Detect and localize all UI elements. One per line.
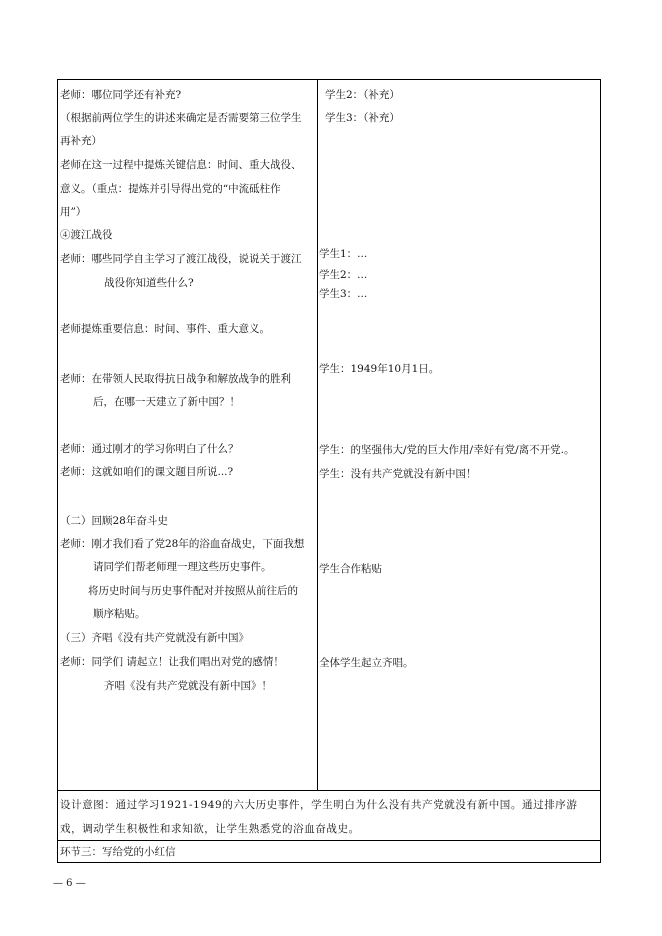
teacher-line: 老师：这就如咱们的课文题目所说...?: [60, 466, 234, 478]
teacher-line: 将历史时间与历史事件配对并按照从前往后的: [88, 585, 298, 597]
teacher-line: 用”）: [60, 206, 87, 218]
student-line: 学生合作粘贴: [319, 563, 382, 575]
teacher-line: 齐唱《没有共产党就没有新中国》！: [104, 680, 272, 692]
row-divider: [57, 840, 601, 841]
row-divider: [57, 790, 601, 791]
student-line: 学生：的坚强伟大/党的巨大作用/幸好有党/离不开党.。: [319, 444, 575, 456]
teacher-line: 顺序粘贴。: [93, 608, 146, 620]
teacher-line: 战役你知道些什么?: [104, 277, 194, 289]
teacher-line: 老师：通过刚才的学习你明白了什么？: [60, 443, 239, 455]
note-line: （根据前两位学生的讲述来确定是否需要第三位学生: [60, 112, 302, 124]
student-line: 学生2：...: [319, 269, 368, 281]
subsection-heading: ④渡江战役: [60, 229, 113, 241]
design-intent-line: 设计意图：通过学习1921-1949的六大历史事件，学生明白为什么没有共产党就没有新中国。通过排序游: [60, 799, 578, 811]
section-heading: （二）回顾28年奋斗史: [60, 515, 168, 527]
teacher-line: 老师在这一过程中提炼关键信息：时间、重大战役、: [60, 159, 302, 171]
teacher-line: 老师：同学们 请起立！让我们唱出对党的感情！: [60, 656, 284, 668]
section-title: 环节三：写给党的小红信: [60, 846, 176, 858]
design-intent-line: 戏，调动学生积极性和求知欲，让学生熟悉党的浴血奋战史。: [60, 823, 360, 835]
student-line: 学生：1949年10月1日。: [319, 363, 440, 375]
student-line: 学生3：...: [319, 288, 368, 300]
section-heading: （三）齐唱《没有共产党就没有新中国》: [60, 632, 249, 644]
teacher-line: 老师：在带领人民取得抗日战争和解放战争的胜利: [60, 373, 291, 385]
teacher-line: 老师：哪位同学还有补充?: [60, 89, 182, 101]
student-line: 全体学生起立齐唱。: [319, 657, 414, 669]
teacher-line: 请同学们帮老师理一理这些历史事件。: [93, 561, 272, 573]
teacher-line: 老师：哪些同学自主学习了渡江战役，说说关于渡江: [60, 253, 302, 265]
student-line: 学生3：（补充）: [325, 112, 400, 124]
teacher-line: 老师：刚才我们看了党28年的浴血奋战史，下面我想: [60, 538, 305, 550]
student-line: 学生2：（补充）: [325, 89, 400, 101]
page-number: — 6 —: [53, 878, 86, 889]
column-divider: [317, 79, 318, 790]
student-line: 学生：没有共产党就没有新中国！: [319, 468, 477, 480]
note-line: 再补充）: [60, 135, 102, 147]
student-line: 学生1：...: [319, 248, 368, 260]
teacher-line: 意义。（重点：提炼并引导得出党的“中流砥柱作: [60, 183, 281, 195]
teacher-line: 后，在哪一天建立了新中国？！: [93, 396, 240, 408]
teacher-line: 老师提炼重要信息：时间、事件、重大意义。: [60, 323, 270, 335]
